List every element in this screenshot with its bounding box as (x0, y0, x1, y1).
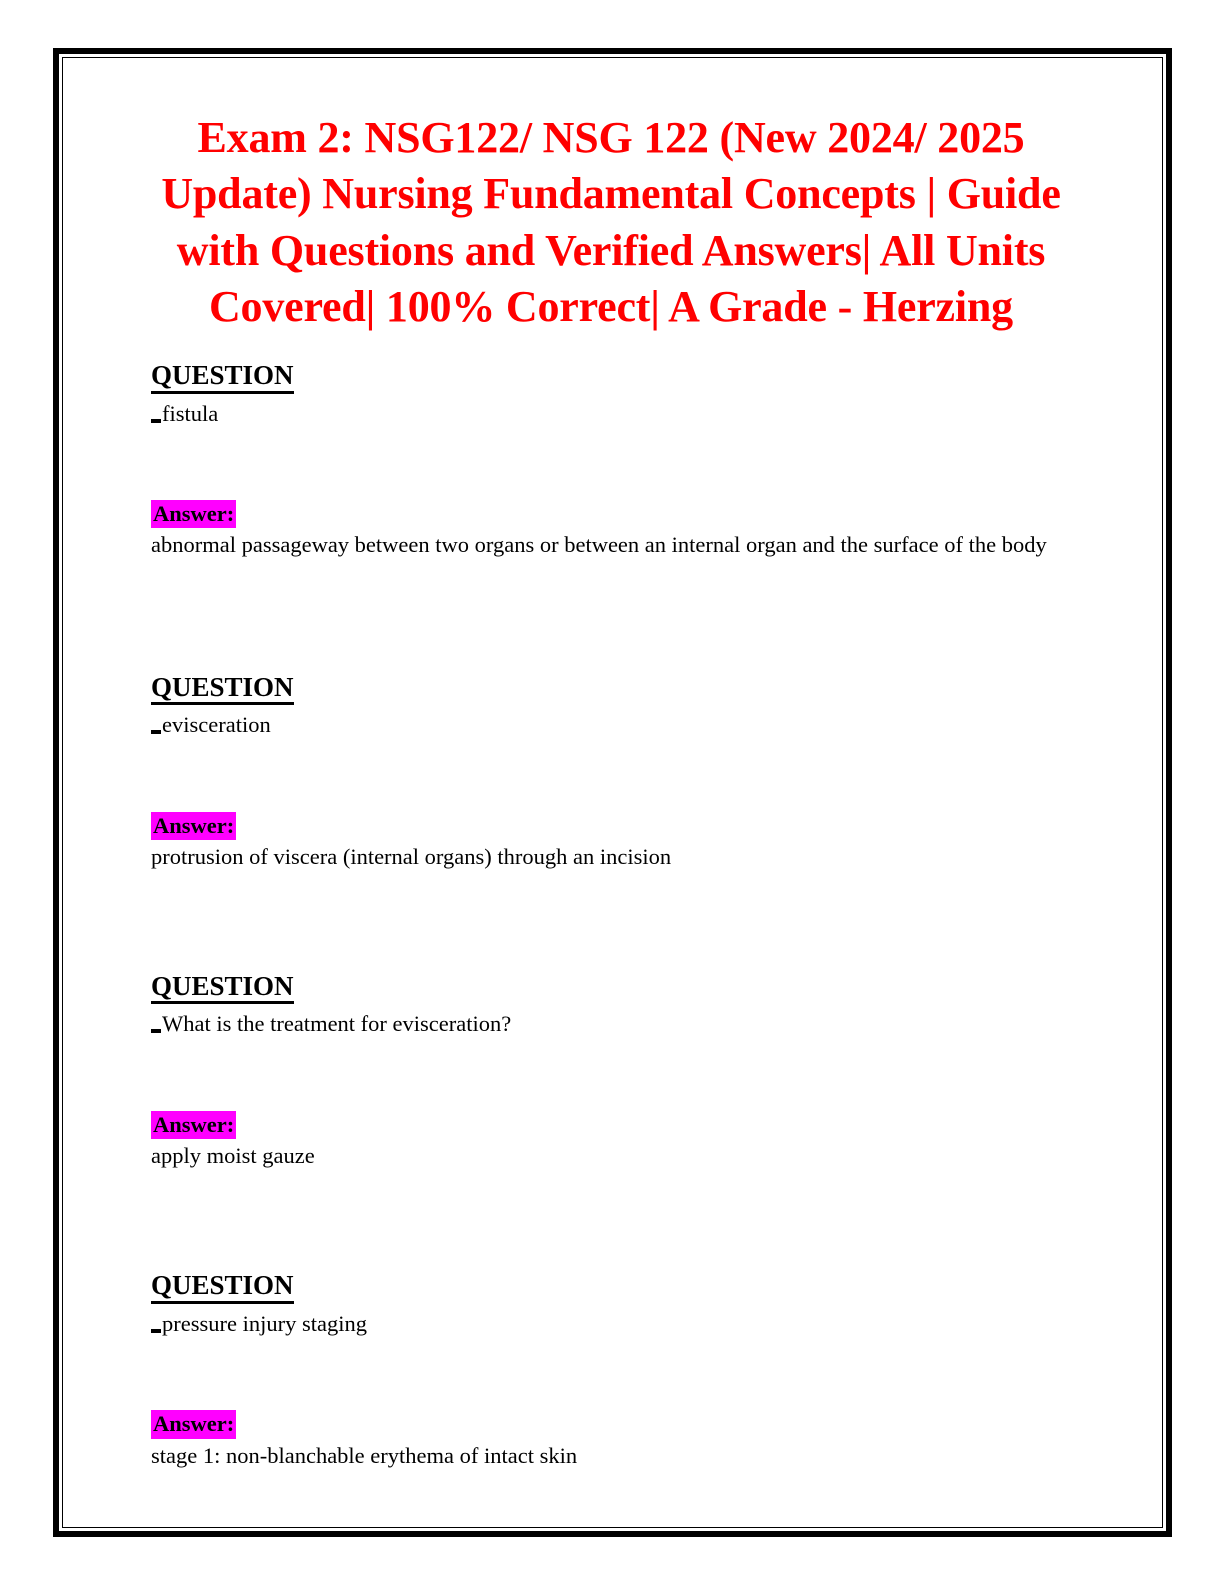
answer-text-3: apply moist gauze (151, 1143, 315, 1169)
question-heading-2: QUESTION (151, 673, 294, 705)
question-text-row-1 (151, 399, 1106, 429)
bullet-dash-icon (151, 1329, 161, 1333)
page-border-outer (53, 48, 1172, 1537)
question-heading-4: QUESTION (151, 1271, 294, 1303)
spacer (151, 1338, 1106, 1410)
question-text-row-4 (151, 1309, 1106, 1339)
qa-block-2 (151, 673, 1106, 872)
spacer (151, 740, 1106, 812)
question-heading-1: QUESTION (151, 361, 294, 393)
answer-label-2: Answer: (151, 812, 236, 840)
answer-label-3: Answer: (151, 1111, 236, 1139)
question-text-4: pressure injury staging (162, 1310, 367, 1336)
page-title: Exam 2: NSG122/ NSG 122 (New 2024/ 2025 Update) Nursing Fundamental Concepts | Guide with Questions and Verified Answers| All Units Covered| 100% Correct| A Grade - Herzing (161, 113, 1061, 331)
question-text-1: fistula (162, 400, 219, 426)
answer-label-row-1 (151, 500, 1106, 528)
spacer (151, 428, 1106, 500)
answer-label-1: Answer: (151, 500, 236, 528)
question-text-2: evisceration (162, 711, 271, 737)
document-content (63, 58, 1162, 1527)
spacer (151, 1039, 1106, 1111)
answer-label-row-3 (151, 1111, 1106, 1139)
answer-text-4: stage 1: non-blanchable erythema of intact skin (151, 1442, 578, 1468)
qa-block-3 (151, 972, 1106, 1171)
answer-text-2: protrusion of viscera (internal organs) through an incision (151, 843, 672, 869)
qa-block-4 (151, 1271, 1106, 1470)
question-text-row-2 (151, 710, 1106, 740)
answer-label-4: Answer: (151, 1410, 236, 1438)
answer-label-row-2 (151, 812, 1106, 840)
bullet-dash-icon (151, 419, 161, 423)
qa-block-1 (151, 361, 1106, 560)
qa-list (151, 361, 1106, 1470)
bullet-dash-icon (151, 1029, 161, 1033)
answer-label-row-4 (151, 1410, 1106, 1438)
question-text-row-3 (151, 1009, 1106, 1039)
question-heading-3: QUESTION (151, 972, 294, 1004)
page-border-inner (62, 57, 1163, 1528)
bullet-dash-icon (151, 730, 161, 734)
spacer (151, 1171, 1106, 1271)
spacer (151, 561, 1106, 673)
spacer (151, 872, 1106, 972)
question-text-3: What is the treatment for evisceration? (162, 1011, 512, 1037)
answer-text-1: abnormal passageway between two organs or between an internal organ and the surface of the body (151, 532, 1047, 558)
